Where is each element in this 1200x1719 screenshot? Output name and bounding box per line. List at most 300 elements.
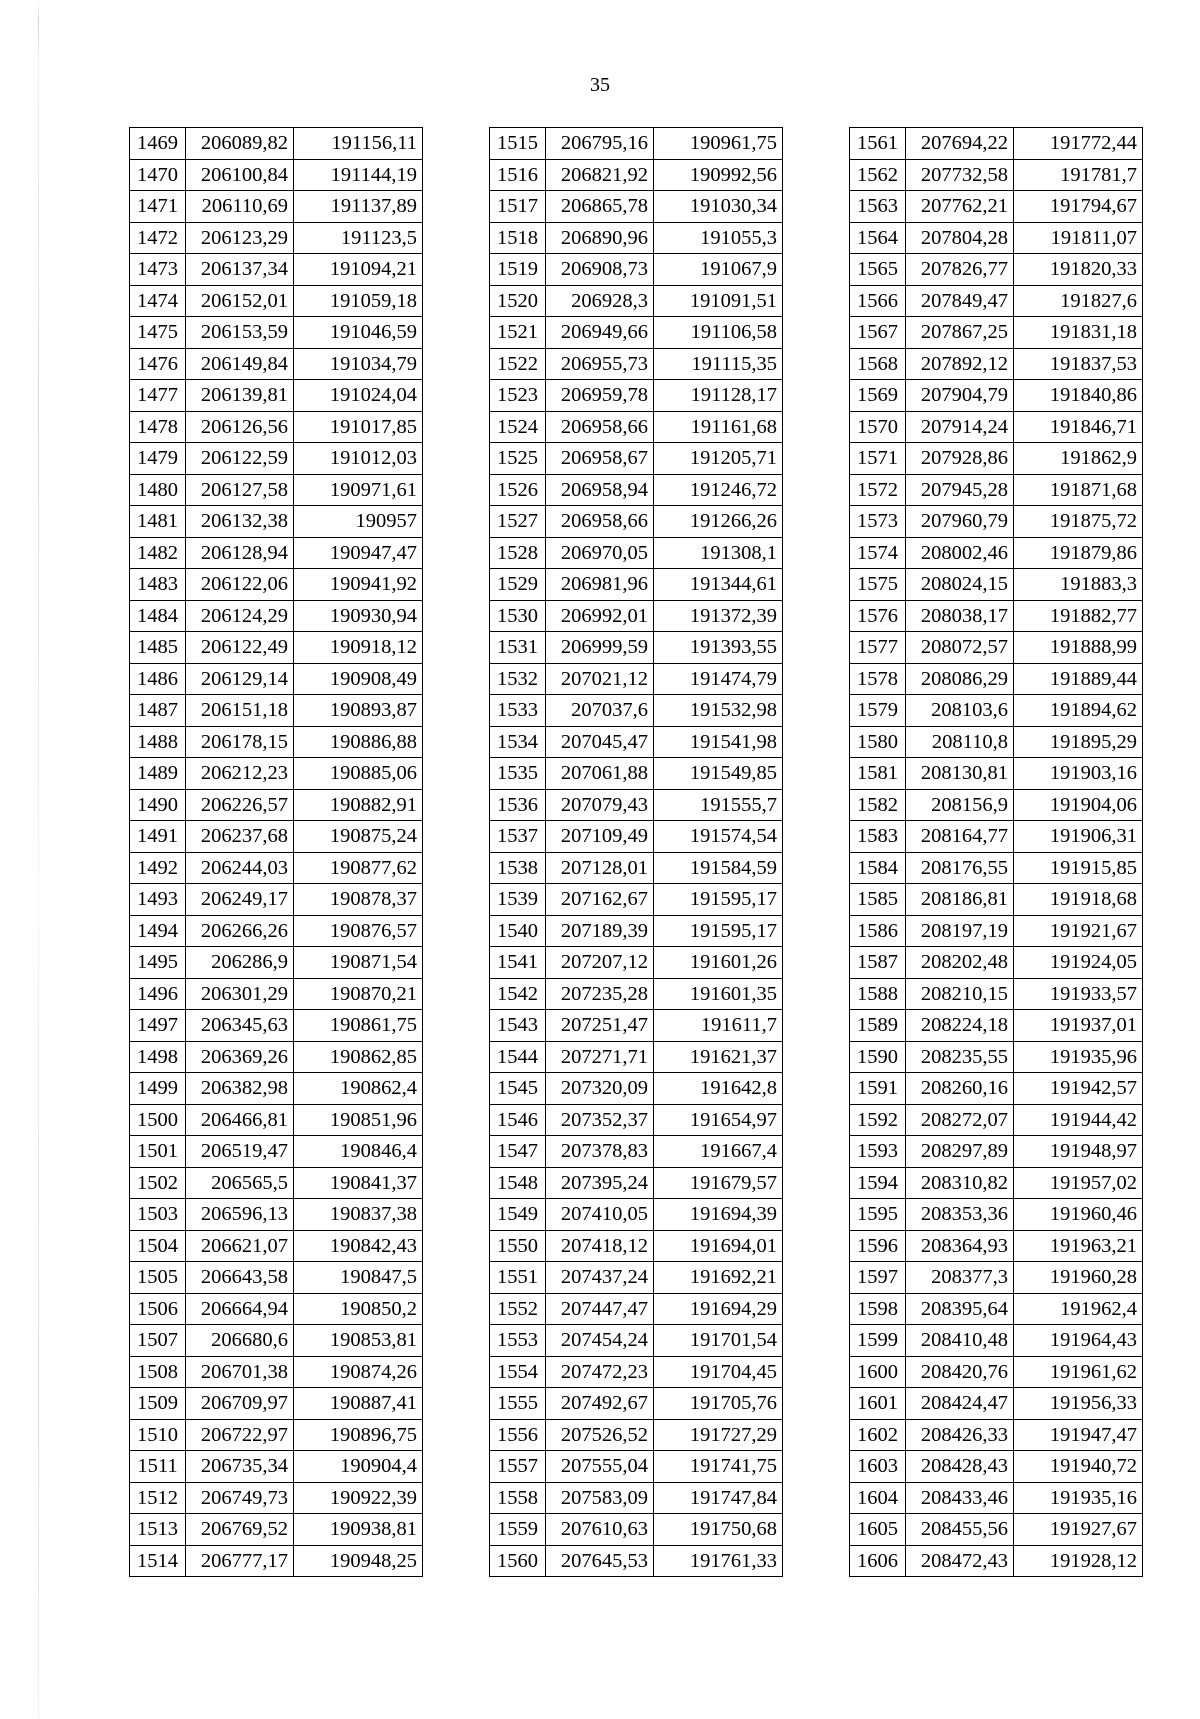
table-row [850,789,1143,821]
table-row [130,852,423,884]
point-number-cell: 1518 [490,222,546,254]
y-coordinate-cell: 191794,67 [1014,191,1143,223]
x-coordinate-cell: 206249,17 [186,884,294,916]
y-coordinate-cell: 191895,29 [1014,726,1143,758]
x-coordinate-cell: 208420,76 [906,1356,1014,1388]
point-number-cell: 1543 [490,1010,546,1042]
point-number-cell: 1541 [490,947,546,979]
x-coordinate-cell: 208410,48 [906,1325,1014,1357]
table-row [130,380,423,412]
table-row [490,285,783,317]
y-coordinate-cell: 191935,16 [1014,1482,1143,1514]
y-coordinate-cell: 190847,5 [294,1262,423,1294]
table-row [130,537,423,569]
table-row [490,1451,783,1483]
point-number-cell: 1576 [850,600,906,632]
y-coordinate-cell: 191747,84 [654,1482,783,1514]
x-coordinate-cell: 208072,57 [906,632,1014,664]
y-coordinate-cell: 191246,72 [654,474,783,506]
y-coordinate-cell: 191915,85 [1014,852,1143,884]
table-row [490,1293,783,1325]
table-row [850,1325,1143,1357]
point-number-cell: 1475 [130,317,186,349]
table-row [130,1325,423,1357]
x-coordinate-cell: 207892,12 [906,348,1014,380]
table-row [850,663,1143,695]
x-coordinate-cell: 207945,28 [906,474,1014,506]
table-row [490,1136,783,1168]
y-coordinate-cell: 191137,89 [294,191,423,223]
x-coordinate-cell: 206286,9 [186,947,294,979]
point-number-cell: 1554 [490,1356,546,1388]
point-number-cell: 1545 [490,1073,546,1105]
point-number-cell: 1503 [130,1199,186,1231]
point-number-cell: 1496 [130,978,186,1010]
point-number-cell: 1514 [130,1545,186,1577]
x-coordinate-cell: 208297,89 [906,1136,1014,1168]
x-coordinate-cell: 207235,28 [546,978,654,1010]
y-coordinate-cell: 191067,9 [654,254,783,286]
x-coordinate-cell: 208176,55 [906,852,1014,884]
y-coordinate-cell: 191840,86 [1014,380,1143,412]
page-number: 35 [590,74,610,96]
y-coordinate-cell: 190862,85 [294,1041,423,1073]
point-number-cell: 1552 [490,1293,546,1325]
y-coordinate-cell: 190896,75 [294,1419,423,1451]
table-row [490,695,783,727]
point-number-cell: 1513 [130,1514,186,1546]
x-coordinate-cell: 207162,67 [546,884,654,916]
point-number-cell: 1555 [490,1388,546,1420]
point-number-cell: 1489 [130,758,186,790]
table-row [850,1041,1143,1073]
point-number-cell: 1551 [490,1262,546,1294]
point-number-cell: 1474 [130,285,186,317]
y-coordinate-cell: 190846,4 [294,1136,423,1168]
x-coordinate-cell: 207928,86 [906,443,1014,475]
y-coordinate-cell: 191918,68 [1014,884,1143,916]
x-coordinate-cell: 206149,84 [186,348,294,380]
x-coordinate-cell: 207320,09 [546,1073,654,1105]
point-number-cell: 1482 [130,537,186,569]
point-number-cell: 1570 [850,411,906,443]
x-coordinate-cell: 206226,57 [186,789,294,821]
point-number-cell: 1599 [850,1325,906,1357]
y-coordinate-cell: 191694,39 [654,1199,783,1231]
table-row [850,726,1143,758]
table-row [850,915,1143,947]
x-coordinate-cell: 206369,26 [186,1041,294,1073]
table-row [850,380,1143,412]
y-coordinate-cell: 191017,85 [294,411,423,443]
point-number-cell: 1606 [850,1545,906,1577]
point-number-cell: 1559 [490,1514,546,1546]
table-row [490,726,783,758]
x-coordinate-cell: 206132,38 [186,506,294,538]
y-coordinate-cell: 191933,57 [1014,978,1143,1010]
table-row [490,1230,783,1262]
y-coordinate-cell: 190878,37 [294,884,423,916]
x-coordinate-cell: 206178,15 [186,726,294,758]
point-number-cell: 1532 [490,663,546,695]
point-number-cell: 1470 [130,159,186,191]
point-number-cell: 1603 [850,1451,906,1483]
point-number-cell: 1537 [490,821,546,853]
x-coordinate-cell: 207492,67 [546,1388,654,1420]
y-coordinate-cell: 191474,79 [654,663,783,695]
x-coordinate-cell: 206865,78 [546,191,654,223]
table-row [850,978,1143,1010]
table-row [130,222,423,254]
point-number-cell: 1544 [490,1041,546,1073]
y-coordinate-cell: 191831,18 [1014,317,1143,349]
x-coordinate-cell: 206129,14 [186,663,294,695]
x-coordinate-cell: 206089,82 [186,128,294,160]
table-row [850,411,1143,443]
x-coordinate-cell: 207447,47 [546,1293,654,1325]
x-coordinate-cell: 207867,25 [906,317,1014,349]
x-coordinate-cell: 207037,6 [546,695,654,727]
point-number-cell: 1549 [490,1199,546,1231]
y-coordinate-cell: 191820,33 [1014,254,1143,286]
y-coordinate-cell: 191601,26 [654,947,783,979]
point-number-cell: 1577 [850,632,906,664]
table-row [850,191,1143,223]
table-row [490,1482,783,1514]
x-coordinate-cell: 206124,29 [186,600,294,632]
y-coordinate-cell: 191894,62 [1014,695,1143,727]
point-number-cell: 1484 [130,600,186,632]
y-coordinate-cell: 191956,33 [1014,1388,1143,1420]
x-coordinate-cell: 208002,46 [906,537,1014,569]
table-row [130,1482,423,1514]
table-row [850,884,1143,916]
y-coordinate-cell: 190941,92 [294,569,423,601]
x-coordinate-cell: 207694,22 [906,128,1014,160]
x-coordinate-cell: 207352,37 [546,1104,654,1136]
x-coordinate-cell: 207960,79 [906,506,1014,538]
x-coordinate-cell: 206100,84 [186,159,294,191]
x-coordinate-cell: 206777,17 [186,1545,294,1577]
point-number-cell: 1597 [850,1262,906,1294]
x-coordinate-cell: 208310,82 [906,1167,1014,1199]
point-number-cell: 1547 [490,1136,546,1168]
table-row [130,663,423,695]
y-coordinate-cell: 191308,1 [654,537,783,569]
table-row [850,695,1143,727]
y-coordinate-cell: 191144,19 [294,159,423,191]
x-coordinate-cell: 206122,06 [186,569,294,601]
table-row [130,191,423,223]
y-coordinate-cell: 190938,81 [294,1514,423,1546]
x-coordinate-cell: 208260,16 [906,1073,1014,1105]
point-number-cell: 1528 [490,537,546,569]
y-coordinate-cell: 191161,68 [654,411,783,443]
y-coordinate-cell: 191704,45 [654,1356,783,1388]
table-row [490,1010,783,1042]
x-coordinate-cell: 206769,52 [186,1514,294,1546]
x-coordinate-cell: 207472,23 [546,1356,654,1388]
y-coordinate-cell: 191205,71 [654,443,783,475]
table-row [850,254,1143,286]
x-coordinate-cell: 206959,78 [546,380,654,412]
table-row [850,821,1143,853]
table-row [490,947,783,979]
y-coordinate-cell: 191601,35 [654,978,783,1010]
point-number-cell: 1556 [490,1419,546,1451]
x-coordinate-cell: 207762,21 [906,191,1014,223]
table-row [130,506,423,538]
table-row [130,632,423,664]
x-coordinate-cell: 208156,9 [906,789,1014,821]
point-number-cell: 1557 [490,1451,546,1483]
point-number-cell: 1560 [490,1545,546,1577]
x-coordinate-cell: 207251,47 [546,1010,654,1042]
x-coordinate-cell: 206128,94 [186,537,294,569]
y-coordinate-cell: 191761,33 [654,1545,783,1577]
table-row [130,411,423,443]
point-number-cell: 1490 [130,789,186,821]
x-coordinate-cell: 208433,46 [906,1482,1014,1514]
table-row [130,348,423,380]
y-coordinate-cell: 190874,26 [294,1356,423,1388]
y-coordinate-cell: 190930,94 [294,600,423,632]
point-number-cell: 1488 [130,726,186,758]
y-coordinate-cell: 190842,43 [294,1230,423,1262]
y-coordinate-cell: 191115,35 [654,348,783,380]
x-coordinate-cell: 206958,94 [546,474,654,506]
y-coordinate-cell: 191846,71 [1014,411,1143,443]
y-coordinate-cell: 190876,57 [294,915,423,947]
point-number-cell: 1499 [130,1073,186,1105]
point-number-cell: 1524 [490,411,546,443]
point-number-cell: 1487 [130,695,186,727]
x-coordinate-cell: 206958,67 [546,443,654,475]
x-coordinate-cell: 207645,53 [546,1545,654,1577]
x-coordinate-cell: 207526,52 [546,1419,654,1451]
y-coordinate-cell: 191879,86 [1014,537,1143,569]
y-coordinate-cell: 191611,7 [654,1010,783,1042]
table-row [850,159,1143,191]
table-row [490,1388,783,1420]
y-coordinate-cell: 191962,4 [1014,1293,1143,1325]
y-coordinate-cell: 191701,54 [654,1325,783,1357]
point-number-cell: 1476 [130,348,186,380]
y-coordinate-cell: 191266,26 [654,506,783,538]
point-number-cell: 1558 [490,1482,546,1514]
y-coordinate-cell: 191128,17 [654,380,783,412]
table-row [490,758,783,790]
y-coordinate-cell: 191372,39 [654,600,783,632]
point-number-cell: 1584 [850,852,906,884]
point-number-cell: 1587 [850,947,906,979]
table-row [490,1419,783,1451]
x-coordinate-cell: 208202,48 [906,947,1014,979]
table-row [850,1293,1143,1325]
table-row [850,1545,1143,1577]
point-number-cell: 1493 [130,884,186,916]
y-coordinate-cell: 190862,4 [294,1073,423,1105]
y-coordinate-cell: 190850,2 [294,1293,423,1325]
table-row [130,1230,423,1262]
table-row [490,884,783,916]
y-coordinate-cell: 191094,21 [294,254,423,286]
y-coordinate-cell: 191692,21 [654,1262,783,1294]
y-coordinate-cell: 191947,47 [1014,1419,1143,1451]
point-number-cell: 1565 [850,254,906,286]
x-coordinate-cell: 206949,66 [546,317,654,349]
x-coordinate-cell: 206139,81 [186,380,294,412]
point-number-cell: 1495 [130,947,186,979]
table-row [490,317,783,349]
y-coordinate-cell: 191940,72 [1014,1451,1143,1483]
y-coordinate-cell: 190851,96 [294,1104,423,1136]
point-number-cell: 1517 [490,191,546,223]
point-number-cell: 1586 [850,915,906,947]
x-coordinate-cell: 208038,17 [906,600,1014,632]
y-coordinate-cell: 191935,96 [1014,1041,1143,1073]
point-number-cell: 1521 [490,317,546,349]
table-row [130,159,423,191]
x-coordinate-cell: 207021,12 [546,663,654,695]
y-coordinate-cell: 191654,97 [654,1104,783,1136]
table-row [490,537,783,569]
point-number-cell: 1479 [130,443,186,475]
x-coordinate-cell: 208455,56 [906,1514,1014,1546]
x-coordinate-cell: 206596,13 [186,1199,294,1231]
y-coordinate-cell: 191549,85 [654,758,783,790]
y-coordinate-cell: 191750,68 [654,1514,783,1546]
y-coordinate-cell: 191555,7 [654,789,783,821]
y-coordinate-cell: 191921,67 [1014,915,1143,947]
x-coordinate-cell: 207826,77 [906,254,1014,286]
table-row [490,1325,783,1357]
point-number-cell: 1588 [850,978,906,1010]
point-number-cell: 1506 [130,1293,186,1325]
x-coordinate-cell: 208024,15 [906,569,1014,601]
y-coordinate-cell: 191694,01 [654,1230,783,1262]
table-row [490,978,783,1010]
y-coordinate-cell: 191123,5 [294,222,423,254]
table-row [850,1419,1143,1451]
table-row [490,128,783,160]
y-coordinate-cell: 191727,29 [654,1419,783,1451]
x-coordinate-cell: 208428,43 [906,1451,1014,1483]
table-row [490,443,783,475]
point-number-cell: 1501 [130,1136,186,1168]
point-number-cell: 1523 [490,380,546,412]
y-coordinate-cell: 191781,7 [1014,159,1143,191]
point-number-cell: 1519 [490,254,546,286]
y-coordinate-cell: 191927,67 [1014,1514,1143,1546]
y-coordinate-cell: 190882,91 [294,789,423,821]
point-number-cell: 1601 [850,1388,906,1420]
coordinates-table-1 [129,127,423,1577]
x-coordinate-cell: 206126,56 [186,411,294,443]
table-row [130,915,423,947]
y-coordinate-cell: 191584,59 [654,852,783,884]
x-coordinate-cell: 206152,01 [186,285,294,317]
point-number-cell: 1566 [850,285,906,317]
point-number-cell: 1561 [850,128,906,160]
table-row [130,285,423,317]
table-row [490,663,783,695]
y-coordinate-cell: 191024,04 [294,380,423,412]
x-coordinate-cell: 207079,43 [546,789,654,821]
y-coordinate-cell: 191961,62 [1014,1356,1143,1388]
point-number-cell: 1550 [490,1230,546,1262]
x-coordinate-cell: 206466,81 [186,1104,294,1136]
coordinates-table-2 [489,127,783,1577]
point-number-cell: 1600 [850,1356,906,1388]
point-number-cell: 1480 [130,474,186,506]
point-number-cell: 1515 [490,128,546,160]
table-row [490,632,783,664]
point-number-cell: 1472 [130,222,186,254]
x-coordinate-cell: 206664,94 [186,1293,294,1325]
point-number-cell: 1542 [490,978,546,1010]
x-coordinate-cell: 207271,71 [546,1041,654,1073]
table-row [130,1136,423,1168]
table-row [850,1230,1143,1262]
table-row [850,1356,1143,1388]
y-coordinate-cell: 191642,8 [654,1073,783,1105]
y-coordinate-cell: 191344,61 [654,569,783,601]
y-coordinate-cell: 191957,02 [1014,1167,1143,1199]
y-coordinate-cell: 190853,81 [294,1325,423,1357]
x-coordinate-cell: 207732,58 [906,159,1014,191]
point-number-cell: 1593 [850,1136,906,1168]
point-number-cell: 1498 [130,1041,186,1073]
x-coordinate-cell: 206127,58 [186,474,294,506]
coordinates-table-3 [849,127,1143,1577]
point-number-cell: 1485 [130,632,186,664]
table-row [130,1545,423,1577]
point-number-cell: 1579 [850,695,906,727]
y-coordinate-cell: 191156,11 [294,128,423,160]
x-coordinate-cell: 207128,01 [546,852,654,884]
table-row [850,474,1143,506]
x-coordinate-cell: 206244,03 [186,852,294,884]
point-number-cell: 1553 [490,1325,546,1357]
table-row [130,947,423,979]
y-coordinate-cell: 191595,17 [654,915,783,947]
x-coordinate-cell: 207904,79 [906,380,1014,412]
y-coordinate-cell: 190886,88 [294,726,423,758]
y-coordinate-cell: 191924,05 [1014,947,1143,979]
table-row [490,506,783,538]
x-coordinate-cell: 208395,64 [906,1293,1014,1325]
table-row [130,474,423,506]
point-number-cell: 1500 [130,1104,186,1136]
point-number-cell: 1526 [490,474,546,506]
table-row [130,1514,423,1546]
table-row [490,1545,783,1577]
point-number-cell: 1604 [850,1482,906,1514]
x-coordinate-cell: 206110,69 [186,191,294,223]
x-coordinate-cell: 208103,6 [906,695,1014,727]
x-coordinate-cell: 208186,81 [906,884,1014,916]
point-number-cell: 1574 [850,537,906,569]
y-coordinate-cell: 191862,9 [1014,443,1143,475]
y-coordinate-cell: 191393,55 [654,632,783,664]
x-coordinate-cell: 206382,98 [186,1073,294,1105]
x-coordinate-cell: 206122,49 [186,632,294,664]
table-row [850,758,1143,790]
x-coordinate-cell: 206519,47 [186,1136,294,1168]
point-number-cell: 1592 [850,1104,906,1136]
y-coordinate-cell: 191621,37 [654,1041,783,1073]
